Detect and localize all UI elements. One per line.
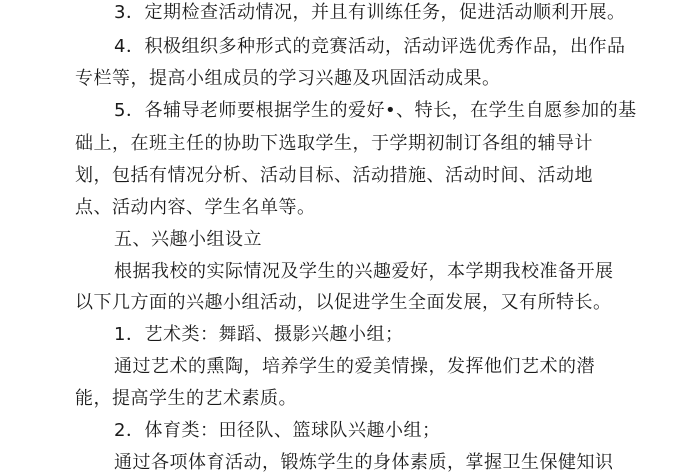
section-heading: 五、兴趣小组设立 bbox=[114, 229, 262, 250]
text-line: 根据我校的实际情况及学生的兴趣爱好，本学期我校准备开展 bbox=[114, 261, 614, 282]
text-line: 3．定期检查活动情况，并且有训练任务，促进活动顺利开展。 bbox=[114, 2, 626, 23]
text-line: 划，包括有情况分析、活动目标、活动措施、活动时间、活动地 bbox=[75, 165, 593, 186]
text-line: 通过各项体育活动，锻炼学生的身体素质，掌握卫生保健知识 bbox=[114, 452, 614, 473]
text-line: 通过艺术的熏陶，培养学生的爱美情操，发挥他们艺术的潜 bbox=[114, 356, 595, 377]
text-line: 以下几方面的兴趣小组活动，以促进学生全面发展，又有所特长。 bbox=[75, 292, 612, 313]
text-line: 2．体育类：田径队、篮球队兴趣小组； bbox=[114, 420, 441, 441]
text-line: 5．各辅导老师要根据学生的爱好•、特长，在学生自愿参加的基 bbox=[114, 100, 637, 121]
text-line: 能，提高学生的艺术素质。 bbox=[75, 388, 297, 409]
text-line: 专栏等，提高小组成员的学习兴趣及巩固活动成果。 bbox=[75, 68, 501, 89]
text-line: 4．积极组织多种形式的竞赛活动，活动评选优秀作品，出作品 bbox=[114, 36, 626, 57]
text-line: 点、活动内容、学生名单等。 bbox=[75, 197, 316, 218]
text-line: 1．艺术类：舞蹈、摄影兴趣小组； bbox=[114, 324, 404, 345]
text-line: 础上，在班主任的协助下选取学生，于学期初制订各组的辅导计 bbox=[75, 133, 593, 154]
